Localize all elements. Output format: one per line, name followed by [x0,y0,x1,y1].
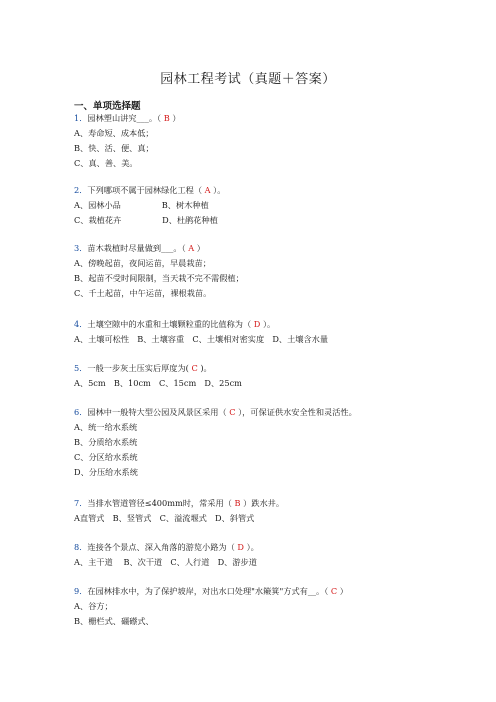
question-stem [74,407,357,418]
stem-text: 当排水管道管径≤400mm时，常采用（ [87,498,232,508]
stem-text: 下列哪项不属于园林绿化工程（ [87,185,203,195]
answer-letter: C [226,407,239,417]
question-stem [74,498,284,509]
question-number: 6． [74,407,88,417]
option-line: A、园林小品 B、树木种植 [74,200,209,210]
option-line: D、分压给水系统 [74,467,138,477]
question-number: 5． [74,363,88,373]
question-stem [74,363,212,374]
option-line: A、傍晚起苗，夜间运苗，早晨栽苗； [74,258,211,268]
option-line: A、寿命短、成本低； [74,128,154,138]
option-line: A、统一给水系统 [74,422,138,432]
option-line: A、主干道 B、次干道 C、人行道 D、游步道 [74,557,257,567]
option-line: B、起苗不受时间限制，当天栽不完不需假植； [74,273,244,283]
stem-text: ），可保证供水安全性和灵活性。 [238,407,357,417]
stem-text: ）。 [262,319,276,329]
stem-text: 一般一步灰土压实后厚度为( [87,363,189,373]
option-line: C、分区给水系统 [74,452,138,462]
answer-letter: D [234,542,247,552]
stem-text: ）。 [213,185,226,195]
stem-text: ） [339,586,348,596]
question-stem [74,243,205,254]
option-line: B、分质给水系统 [74,437,138,447]
question-number: 4． [74,319,88,329]
stem-text: 在园林排水中，为了保护坡岸，对出水口处理"水簸箕"方式有__。（ [87,586,329,596]
option-line: C、栽植花卉 D、杜鹃花种植 [74,215,218,225]
answer-letter: B [231,498,244,508]
answer-letter: C [328,586,340,596]
option-line: A、谷方； [74,601,113,611]
question-number: 8． [74,542,88,552]
stem-text: 苗木栽植时尽量做到___。（ [87,243,186,253]
answer-letter: B [161,113,173,123]
option-line: A直管式 B、竖管式 C、溢流堰式 D、斜管式 [74,513,255,523]
stem-text: 园林中一般特大型公园及风景区采用（ [87,407,227,417]
question-number: 9． [74,586,88,596]
question-number: 3． [74,243,88,253]
stem-text: 土壤空隙中的水重和土壤颗粒重的比值称为（ [87,319,252,329]
option-line: B、快、活、便、真； [74,143,154,153]
stem-text: ） [172,113,181,123]
stem-text: 园林塑山讲究___。（ [87,113,162,123]
stem-text: )。 [200,363,212,373]
document-title: 园林工程考试（真题＋答案） [160,72,336,87]
question-stem [74,586,348,597]
answer-letter: C [188,363,201,373]
option-line: A、土壤可松性 B、土壤容重 C、土壤相对密实度 D、土壤含水量 [74,334,329,344]
question-number: 1． [74,113,88,123]
question-stem [74,185,225,196]
question-number: 7． [74,498,88,508]
answer-letter: A [202,185,214,195]
option-line: C、千土起苗，中午运苗，裸根栽苗。 [74,288,212,298]
section-heading: 一、单项选择题 [74,101,141,112]
question-stem [74,319,275,330]
question-stem [74,113,181,124]
option-line: B、栅栏式、礓礤式、 [74,616,154,626]
answer-letter: A [185,243,197,253]
stem-text: ）跌水井。 [243,498,285,508]
stem-text: ） [196,243,205,253]
answer-letter: D [251,319,263,329]
option-line: A、5cm B、10cm C、15cm D、25cm [74,378,242,388]
question-stem [74,542,259,553]
option-line: C、真、善、美。 [74,158,138,168]
question-number: 2． [74,185,88,195]
stem-text: 连接各个景点、深入角落的游览小路为（ [87,542,235,552]
stem-text: ）。 [246,542,259,552]
